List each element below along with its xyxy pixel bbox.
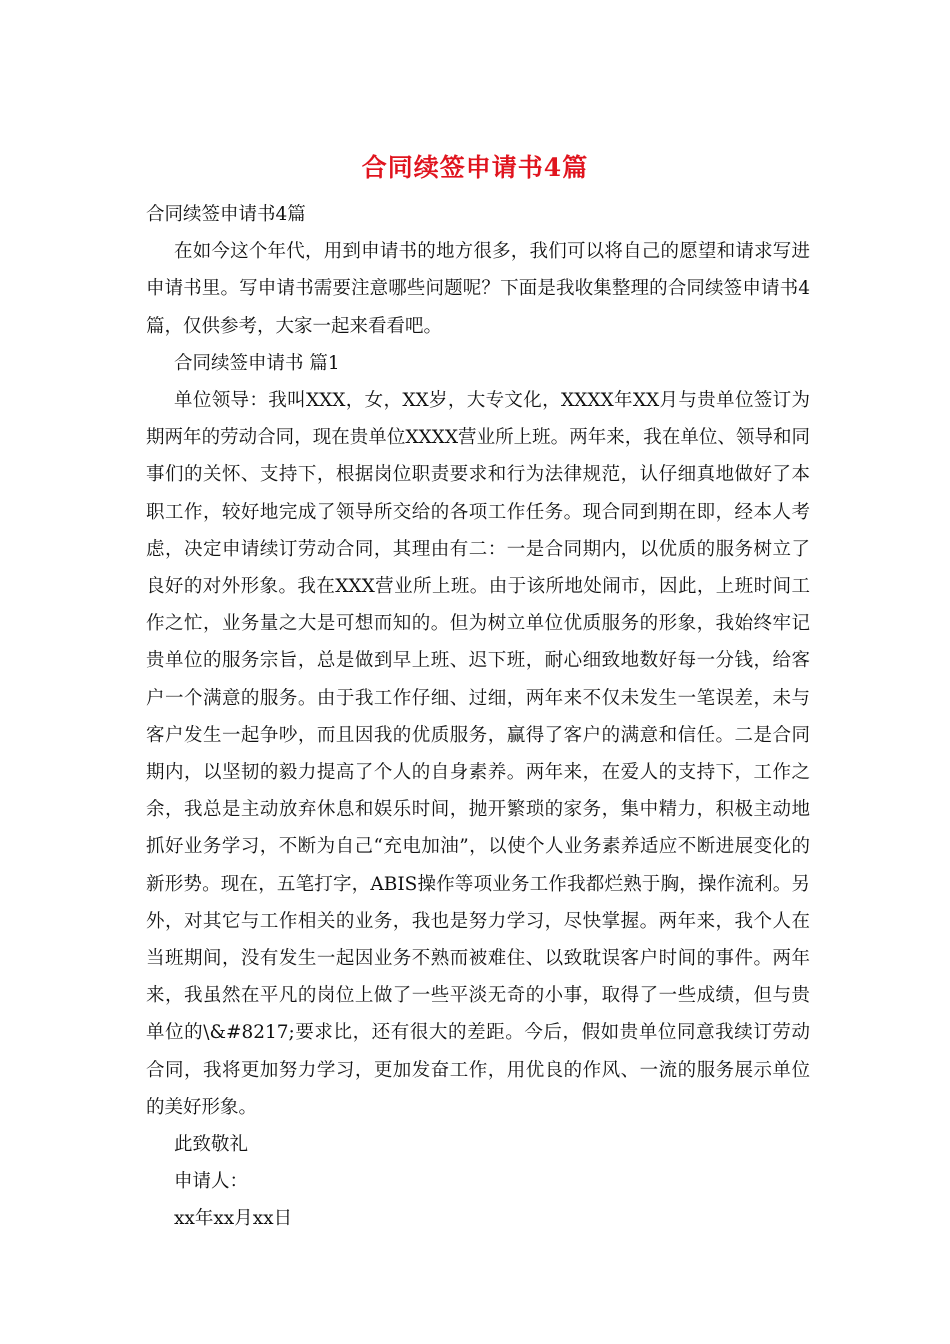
closing-salutation: 此致敬礼 <box>174 1134 249 1156</box>
applicant-label: 申请人： <box>174 1171 249 1193</box>
date-line: xx年xx月xx日 <box>174 1208 293 1230</box>
document-title: 合同续签申请书4篇 <box>361 153 589 182</box>
letter-body-paragraph: 单位领导：我叫XXX，女，XX岁，大专文化，XXXX年XX月与贵单位签订为期两年的劳动合同，现在贵单位XXXX营业所上班。两年来，我在单位、领导和同事们的关怀、支持下，根据岗位职责要求和行为法律规范，认仔细真地做好了本职工作，较好地完成了领导所交给的各项工作任务。现合同到期在即，经本人考虑，决定申请续订劳动合同，其理由有二：一是合同期内，以优质的服务树立了良好的对外形象。我在XXX营业所上班。由于该所地处闹市，因此，上班时间工作之忙，业务量之大是可想而知的。但为树立单位优质服务的形象，我始终牢记贵单位的服务宗旨，总是做到早上班、迟下班，耐心细致地数好每一分钱，给客户一个满意的服务。由于我工作仔细、过细，两年来不仅未发生一笔误差，未与客户发生一起争吵，而且因我的优质服务，赢得了客户的满意和信任。二是合同期内，以坚韧的毅力提高了个人的自身素养。两年来，在爱人的支持下，工作之余，我总是主动放弃休息和娱乐时间，抛开繁琐的家务，集中精力，积极主动地抓好业务学习，不断为自己“充电加油”，以使个人业务素养适应不断进展变化的新形势。现在，五笔打字，ABIS操作等项业务工作我都烂熟于胸，操作流利。另外，对其它与工作相关的业务，我也是努力学习，尽快掌握。两年来，我个人在当班期间，没有发生一起因业务不熟而被难住、以致耽误客户时间的事件。两年来，我虽然在平凡的岗位上做了一些平淡无奇的小事，取得了一些成绩，但与贵单位的\&#8217;要求比，还有很大的差距。今后，假如贵单位同意我续订劳动合同，我将更加努力学习，更加发奋工作，用优良的作风、一流的服务展示单位的美好形象。 <box>146 390 810 1118</box>
intro-paragraph: 在如今这个年代，用到申请书的地方很多，我们可以将自己的愿望和请求写进申请书里。写申请书需要注意哪些问题呢？下面是我收集整理的合同续签申请书4篇，仅供参考，大家一起来看看吧。 <box>146 241 810 337</box>
document-content <box>146 196 810 1238</box>
document-subtitle: 合同续签申请书4篇 <box>146 204 306 225</box>
section-heading: 合同续签申请书 篇1 <box>174 352 340 374</box>
